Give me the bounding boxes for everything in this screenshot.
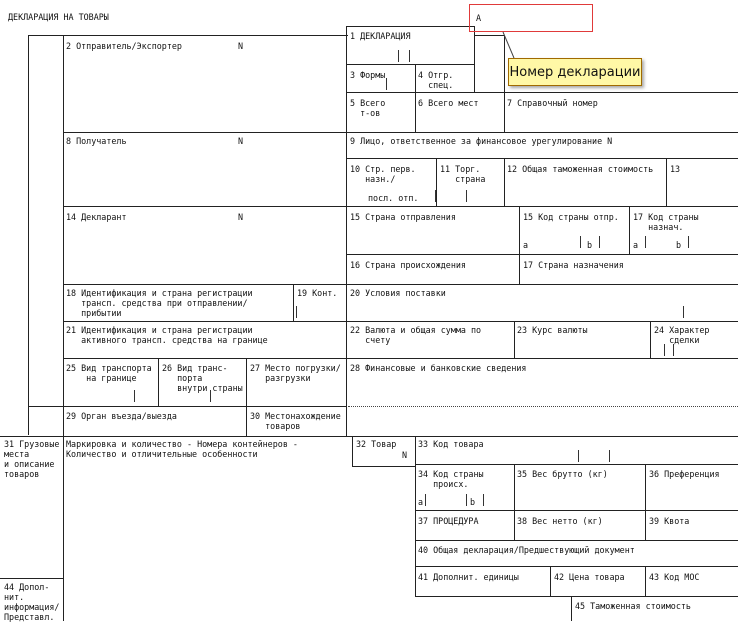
box-29-label: 29 Орган въезда/выезда (66, 411, 177, 421)
rule (348, 406, 738, 408)
box-31-label: 31 Грузовые места и описание товаров (4, 439, 60, 479)
box-9-label: 9 Лицо, ответственное за финансовое урегулирование N (350, 136, 613, 146)
rule (352, 466, 416, 467)
box-23-label: 23 Курс валюты (517, 325, 588, 335)
box-30-label: 30 Местонахождение товаров (250, 411, 341, 431)
box-27-label: 27 Место погрузки/ разгрузки (250, 363, 341, 383)
box-40-label: 40 Общая декларация/Предшествующий документ (418, 545, 635, 555)
box-18-label: 18 Идентификация и страна регистрации трансп. средства при отправлении/ прибытии (66, 288, 253, 318)
box-22-label: 22 Валюта и общая сумма по счету (350, 325, 482, 345)
box-4-label: 4 Отгр. спец. (418, 70, 454, 90)
tick (688, 236, 689, 248)
box-10-sub: посл. отп. (368, 193, 419, 203)
rule (346, 26, 474, 27)
rule (63, 35, 64, 621)
box-34-label: 34 Код страны происх. (418, 469, 484, 489)
rule (514, 321, 515, 358)
tick (466, 494, 467, 506)
box-13-label: 13 (670, 164, 681, 174)
rule (346, 64, 474, 65)
rule (550, 566, 551, 596)
tick (578, 450, 579, 462)
rule (415, 64, 416, 132)
rule (0, 578, 63, 579)
rule (571, 596, 572, 621)
box-25-label: 25 Вид транспорта на границе (66, 363, 152, 383)
tick (435, 190, 436, 202)
box-37-label: 37 ПРОЦЕДУРА (418, 516, 479, 526)
rule (28, 406, 346, 407)
form-title: ДЕКЛАРАЦИЯ НА ТОВАРЫ (8, 12, 109, 22)
box-3-label: 3 Формы (350, 70, 386, 80)
box-20-label: 20 Условия поставки (350, 288, 446, 298)
rule (346, 158, 738, 159)
box-1-label: 1 ДЕКЛАРАЦИЯ (350, 31, 411, 41)
box-15-label: 15 Страна отправления (350, 212, 456, 222)
box-43-label: 43 Код МОС (649, 572, 700, 582)
rule (504, 35, 505, 92)
box-41-label: 41 Дополнит. единицы (418, 572, 519, 582)
tick (664, 344, 665, 356)
box-a-label: A (476, 13, 482, 23)
tick (683, 306, 684, 318)
rule (415, 566, 738, 567)
tick (483, 494, 484, 506)
tick (580, 236, 581, 248)
sub-b-17: b (676, 240, 682, 250)
box-19-label: 19 Конт. (297, 288, 338, 298)
box-39-label: 39 Квота (649, 516, 690, 526)
rule (63, 358, 738, 359)
rule (28, 35, 348, 36)
tick (609, 450, 610, 462)
rule (158, 358, 159, 406)
rule (474, 35, 504, 36)
declaration-number-highlight (469, 4, 593, 32)
sub-a-17: a (633, 240, 639, 250)
rule (519, 206, 520, 284)
tick (599, 236, 600, 248)
tick (466, 190, 467, 202)
rule (346, 254, 738, 255)
box-44-label: 44 Допол- нит. информация/ Представл. (4, 582, 60, 622)
rule (629, 206, 630, 254)
box-11-label: 11 Торг. страна (440, 164, 486, 184)
rule (63, 321, 738, 322)
box-17a-label: 17 Код страны назнач. (633, 212, 699, 232)
box-45-label: 45 Таможенная стоимость (575, 601, 691, 611)
rule (63, 206, 738, 207)
rule (352, 436, 353, 466)
box-10-label: 10 Стр. перв. назн./ (350, 164, 416, 184)
sub-b-15: b (587, 240, 593, 250)
tick (134, 390, 135, 402)
rule (415, 436, 416, 596)
box-12-label: 12 Общая таможенная стоимость (507, 164, 654, 174)
rule (666, 158, 667, 206)
rule (415, 464, 738, 465)
box-26-label: 26 Вид транс- порта внутри страны (162, 363, 243, 393)
box-33-label: 33 Код товара (418, 439, 484, 449)
box-8-n: N (238, 136, 244, 146)
tick (398, 50, 399, 62)
rule (514, 464, 515, 540)
sub-b-34: b (470, 497, 476, 507)
rule (415, 596, 738, 597)
box-2-n: N (238, 41, 244, 51)
rule (346, 26, 347, 436)
box-2-label: 2 Отправитель/Экспортер (66, 41, 182, 51)
box-14-label: 14 Декларант (66, 212, 127, 222)
box-35-label: 35 Вес брутто (кг) (517, 469, 608, 479)
rule (63, 284, 738, 285)
tick (409, 50, 410, 62)
box-38-label: 38 Вес нетто (кг) (517, 516, 603, 526)
rule (474, 26, 475, 92)
rule (415, 540, 738, 541)
rule (346, 92, 738, 93)
box-16-label: 16 Страна происхождения (350, 260, 466, 270)
rule (28, 35, 29, 435)
box-7-label: 7 Справочный номер (507, 98, 598, 108)
box-36-label: 36 Преференция (649, 469, 720, 479)
box-32-label: 32 Товар (356, 439, 397, 449)
sub-a-34: a (418, 497, 424, 507)
tick (296, 306, 297, 318)
tick (673, 344, 674, 356)
box-15a-label: 15 Код страны отпр. (523, 212, 619, 222)
tick (425, 494, 426, 506)
rule (0, 436, 738, 437)
rule (504, 158, 505, 206)
box-8-label: 8 Получатель (66, 136, 127, 146)
rule (246, 358, 247, 436)
box-17-label: 17 Страна назначения (523, 260, 624, 270)
box-21-label: 21 Идентификация и страна регистрации активного трансп. средства на границе (66, 325, 268, 345)
box-31-text: Маркировка и количество - Номера контейнеров - Количество и отличительные особенности (66, 439, 298, 459)
box-5-label: 5 Всего т-ов (350, 98, 386, 118)
tick (645, 236, 646, 248)
box-42-label: 42 Цена товара (554, 572, 625, 582)
rule (504, 92, 505, 132)
box-6-label: 6 Всего мест (418, 98, 479, 108)
rule (293, 284, 294, 321)
rule (645, 566, 646, 596)
declaration-number-callout: Номер декларации (508, 58, 642, 86)
tick (386, 78, 387, 90)
rule (436, 158, 437, 206)
box-24-label: 24 Характер сделки (654, 325, 710, 345)
rule (650, 321, 651, 358)
box-28-label: 28 Финансовые и банковские сведения (350, 363, 527, 373)
box-32-n: N (402, 450, 408, 460)
sub-a-15: a (523, 240, 529, 250)
rule (645, 464, 646, 540)
rule (63, 132, 738, 133)
rule (415, 510, 738, 511)
box-14-n: N (238, 212, 244, 222)
